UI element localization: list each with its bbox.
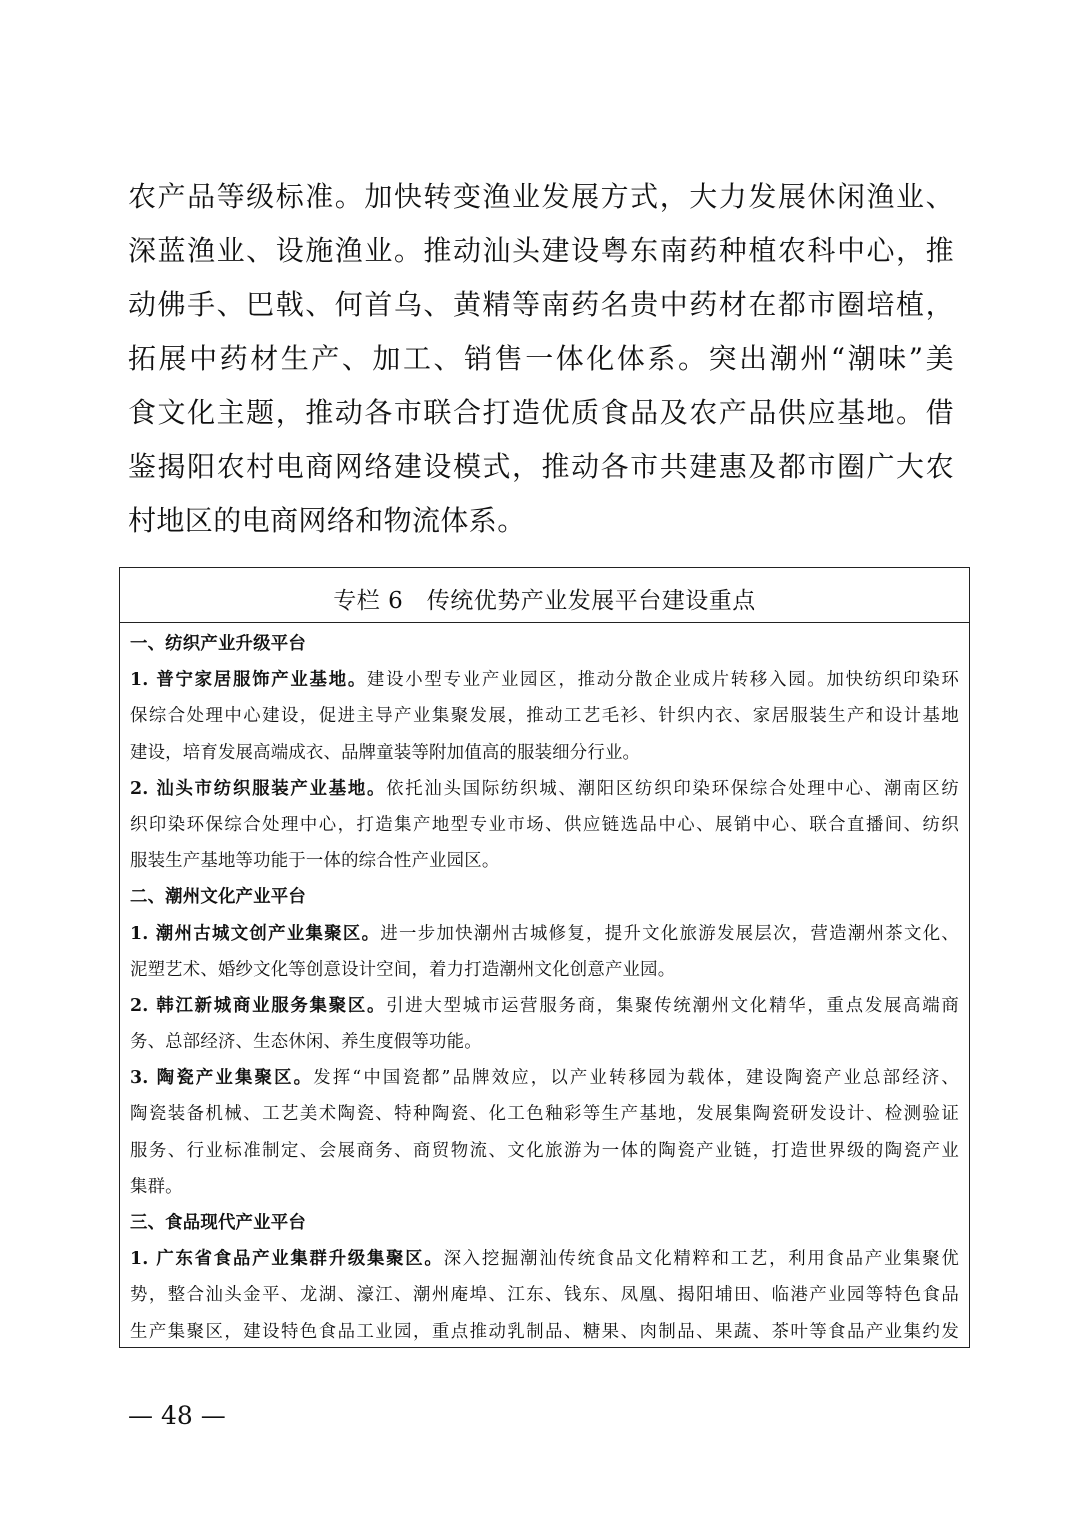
item-text: 发挥“中国瓷都”品牌效应，以产业转移园为载体，建设陶瓷产业总部经济、	[313, 1068, 959, 1089]
feature-box-column-6	[119, 567, 970, 1348]
item-title: 2. 韩江新城商业服务集聚区。	[130, 995, 387, 1016]
item-text: 引进大型城市运营服务商，集聚传统潮州文化精华，重点发展高端商	[386, 995, 959, 1016]
textile-item-1-line-2: 保综合处理中心建设，促进主导产业集聚发展，推动工艺毛衫、针织内衣、家居服装生产和设计基地	[130, 706, 959, 727]
section-heading-culture: 二、潮州文化产业平台	[130, 887, 306, 908]
item-title: 2. 汕头市纺织服装产业基地。	[130, 778, 387, 799]
textile-item-1-line-1	[130, 662, 959, 698]
item-title: 1. 普宁家居服饰产业基地。	[130, 670, 367, 691]
body-line: 拓展中药材生产、加工、销售一体化体系。突出潮州“潮味”美	[128, 342, 954, 375]
textile-item-2-line-2: 织印染环保综合处理中心，打造集产地型专业市场、供应链选品中心、展销中心、联合直播间、纺织	[130, 814, 959, 835]
food-item-1-line-3: 生产集聚区，建设特色食品工业园，重点推动乳制品、糖果、肉制品、果蔬、茶叶等食品产业集约发	[130, 1321, 959, 1342]
section-heading-textile: 一、纺织产业升级平台	[130, 634, 306, 654]
item-text: 深入挖掘潮汕传统食品文化精粹和工艺，利用食品产业集聚优	[443, 1249, 959, 1270]
body-line: 食文化主题，推动各市联合打造优质食品及农产品供应基地。借	[128, 396, 954, 429]
section-heading-food: 三、食品现代产业平台	[130, 1213, 306, 1233]
item-title: 1. 广东省食品产业集群升级集聚区。	[130, 1249, 444, 1270]
textile-item-2-line-3: 服装生产基地等功能于一体的综合性产业园区。	[130, 851, 500, 872]
culture-item-1-line-1	[130, 916, 959, 952]
food-item-1-line-1	[130, 1241, 959, 1277]
culture-item-2-line-2: 务、总部经济、生态休闲、养生度假等功能。	[130, 1032, 482, 1053]
item-title: 3. 陶瓷产业集聚区。	[130, 1068, 314, 1089]
culture-item-3-line-3: 服务、行业标准制定、会展商务、商贸物流、文化旅游为一体的陶瓷产业链，打造世界级的陶瓷产业	[130, 1140, 959, 1161]
item-text: 依托汕头国际纺织城、潮阳区纺织印染环保综合处理中心、潮南区纺	[386, 778, 959, 799]
culture-item-3-line-4: 集群。	[130, 1176, 183, 1197]
item-text: 进一步加快潮州古城修复，提升文化旅游发展层次，营造潮州茶文化、	[380, 923, 959, 944]
page-number: — 48 —	[128, 1401, 226, 1430]
culture-item-3-line-1	[130, 1060, 959, 1096]
body-line: 农产品等级标准。加快转变渔业发展方式，大力发展休闲渔业、	[128, 180, 954, 213]
textile-item-1-line-3: 建设，培育发展高端成衣、品牌童装等附加值高的服装细分行业。	[130, 742, 641, 763]
body-paragraph	[128, 170, 954, 548]
culture-item-2-line-1	[130, 988, 959, 1024]
body-line: 深蓝渔业、设施渔业。推动汕头建设粤东南药种植农科中心，推	[128, 234, 954, 267]
item-title: 1. 潮州古城文创产业集聚区。	[130, 923, 381, 944]
culture-item-3-line-2: 陶瓷装备机械、工艺美术陶瓷、特种陶瓷、化工色釉彩等生产基地，发展集陶瓷研发设计、检测验证	[130, 1104, 959, 1125]
culture-item-1-line-2: 泥塑艺术、婚纱文化等创意设计空间，着力打造潮州文化创意产业园。	[130, 959, 676, 980]
box-title: 专栏 6 传统优势产业发展平台建设重点	[120, 568, 969, 623]
body-line: 动佛手、巴戟、何首乌、黄精等南药名贵中药材在都市圈培植，	[128, 288, 954, 321]
food-item-1-line-2: 势，整合汕头金平、龙湖、濠江、潮州庵埠、江东、钱东、凤凰、揭阳埔田、临港产业园等特色食品	[130, 1285, 959, 1306]
body-line: 鉴揭阳农村电商网络建设模式，推动各市共建惠及都市圈广大农	[128, 450, 954, 483]
item-text: 建设小型专业产业园区，推动分散企业成片转移入园。加快纺织印染环	[366, 670, 959, 691]
textile-item-2-line-1	[130, 771, 959, 807]
body-line: 村地区的电商网络和物流体系。	[128, 504, 526, 537]
box-body	[120, 623, 969, 1348]
